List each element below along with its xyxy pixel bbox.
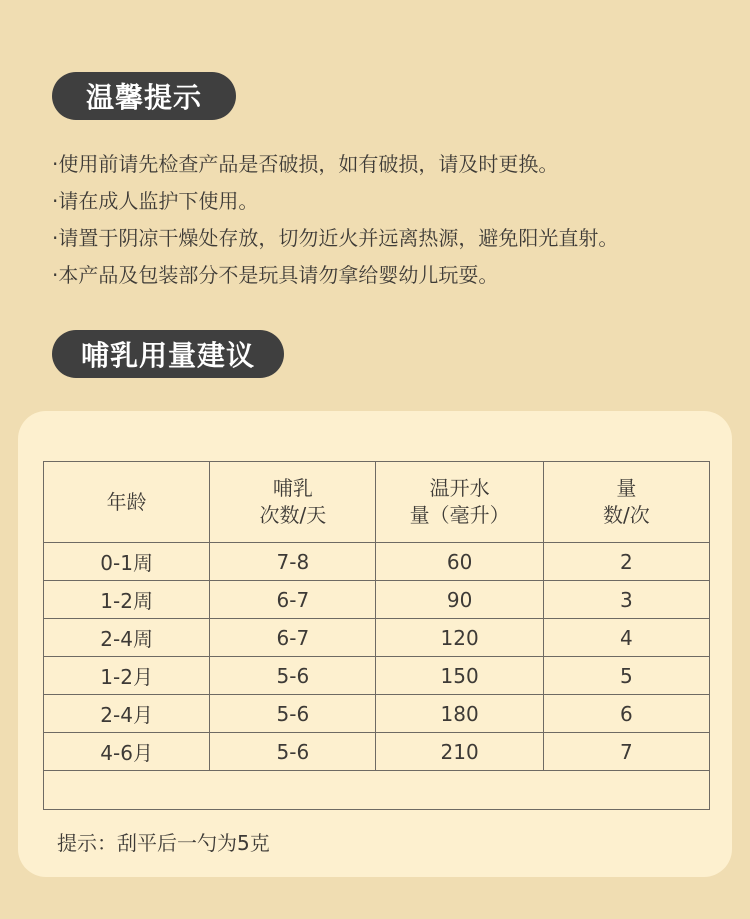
feeding-dosage-heading: 哺乳用量建议 — [52, 330, 284, 378]
cell-scoops: 7 — [543, 733, 709, 771]
header-water-volume: 温开水 量（毫升） — [376, 462, 543, 543]
cell-water: 210 — [376, 733, 543, 771]
table-header-row — [44, 462, 710, 543]
cell-feedings: 5-6 — [210, 657, 376, 695]
table-row — [44, 543, 710, 581]
cell-water: 150 — [376, 657, 543, 695]
cell-feedings: 7-8 — [210, 543, 376, 581]
header-scoops-per-feeding: 量 数/次 — [543, 462, 709, 543]
table-row — [44, 619, 710, 657]
cell-scoops: 5 — [543, 657, 709, 695]
cell-scoops: 6 — [543, 695, 709, 733]
cell-age: 1-2月 — [44, 657, 210, 695]
cell-feedings: 5-6 — [210, 695, 376, 733]
cell-water: 60 — [376, 543, 543, 581]
dosage-card — [18, 411, 732, 877]
cell-scoops: 3 — [543, 581, 709, 619]
tip-item: ·本产品及包装部分不是玩具请勿拿给婴幼儿玩耍。 — [52, 263, 499, 287]
blank-cell — [44, 771, 710, 810]
cell-feedings: 6-7 — [210, 619, 376, 657]
tips-list — [52, 146, 742, 294]
header-feedings-per-day: 哺乳 次数/天 — [210, 462, 376, 543]
cell-age: 4-6月 — [44, 733, 210, 771]
tip-item: ·请置于阴凉干燥处存放，切勿近火并远离热源，避免阳光直射。 — [52, 226, 619, 250]
warm-tips-heading: 温馨提示 — [52, 72, 236, 120]
cell-age: 2-4周 — [44, 619, 210, 657]
cell-water: 180 — [376, 695, 543, 733]
table-row — [44, 581, 710, 619]
cell-water: 120 — [376, 619, 543, 657]
table-row — [44, 733, 710, 771]
table-row — [44, 695, 710, 733]
cell-scoops: 4 — [543, 619, 709, 657]
cell-water: 90 — [376, 581, 543, 619]
tip-item: ·使用前请先检查产品是否破损，如有破损，请及时更换。 — [52, 152, 559, 176]
cell-scoops: 2 — [543, 543, 709, 581]
cell-age: 2-4月 — [44, 695, 210, 733]
table-row — [44, 657, 710, 695]
tip-item: ·请在成人监护下使用。 — [52, 189, 259, 213]
scoop-note: 提示：刮平后一勺为5克 — [57, 831, 270, 855]
header-age: 年龄 — [44, 462, 210, 543]
cell-age: 0-1周 — [44, 543, 210, 581]
cell-age: 1-2周 — [44, 581, 210, 619]
cell-feedings: 5-6 — [210, 733, 376, 771]
table-blank-row — [44, 771, 710, 810]
dosage-table — [43, 461, 710, 810]
cell-feedings: 6-7 — [210, 581, 376, 619]
